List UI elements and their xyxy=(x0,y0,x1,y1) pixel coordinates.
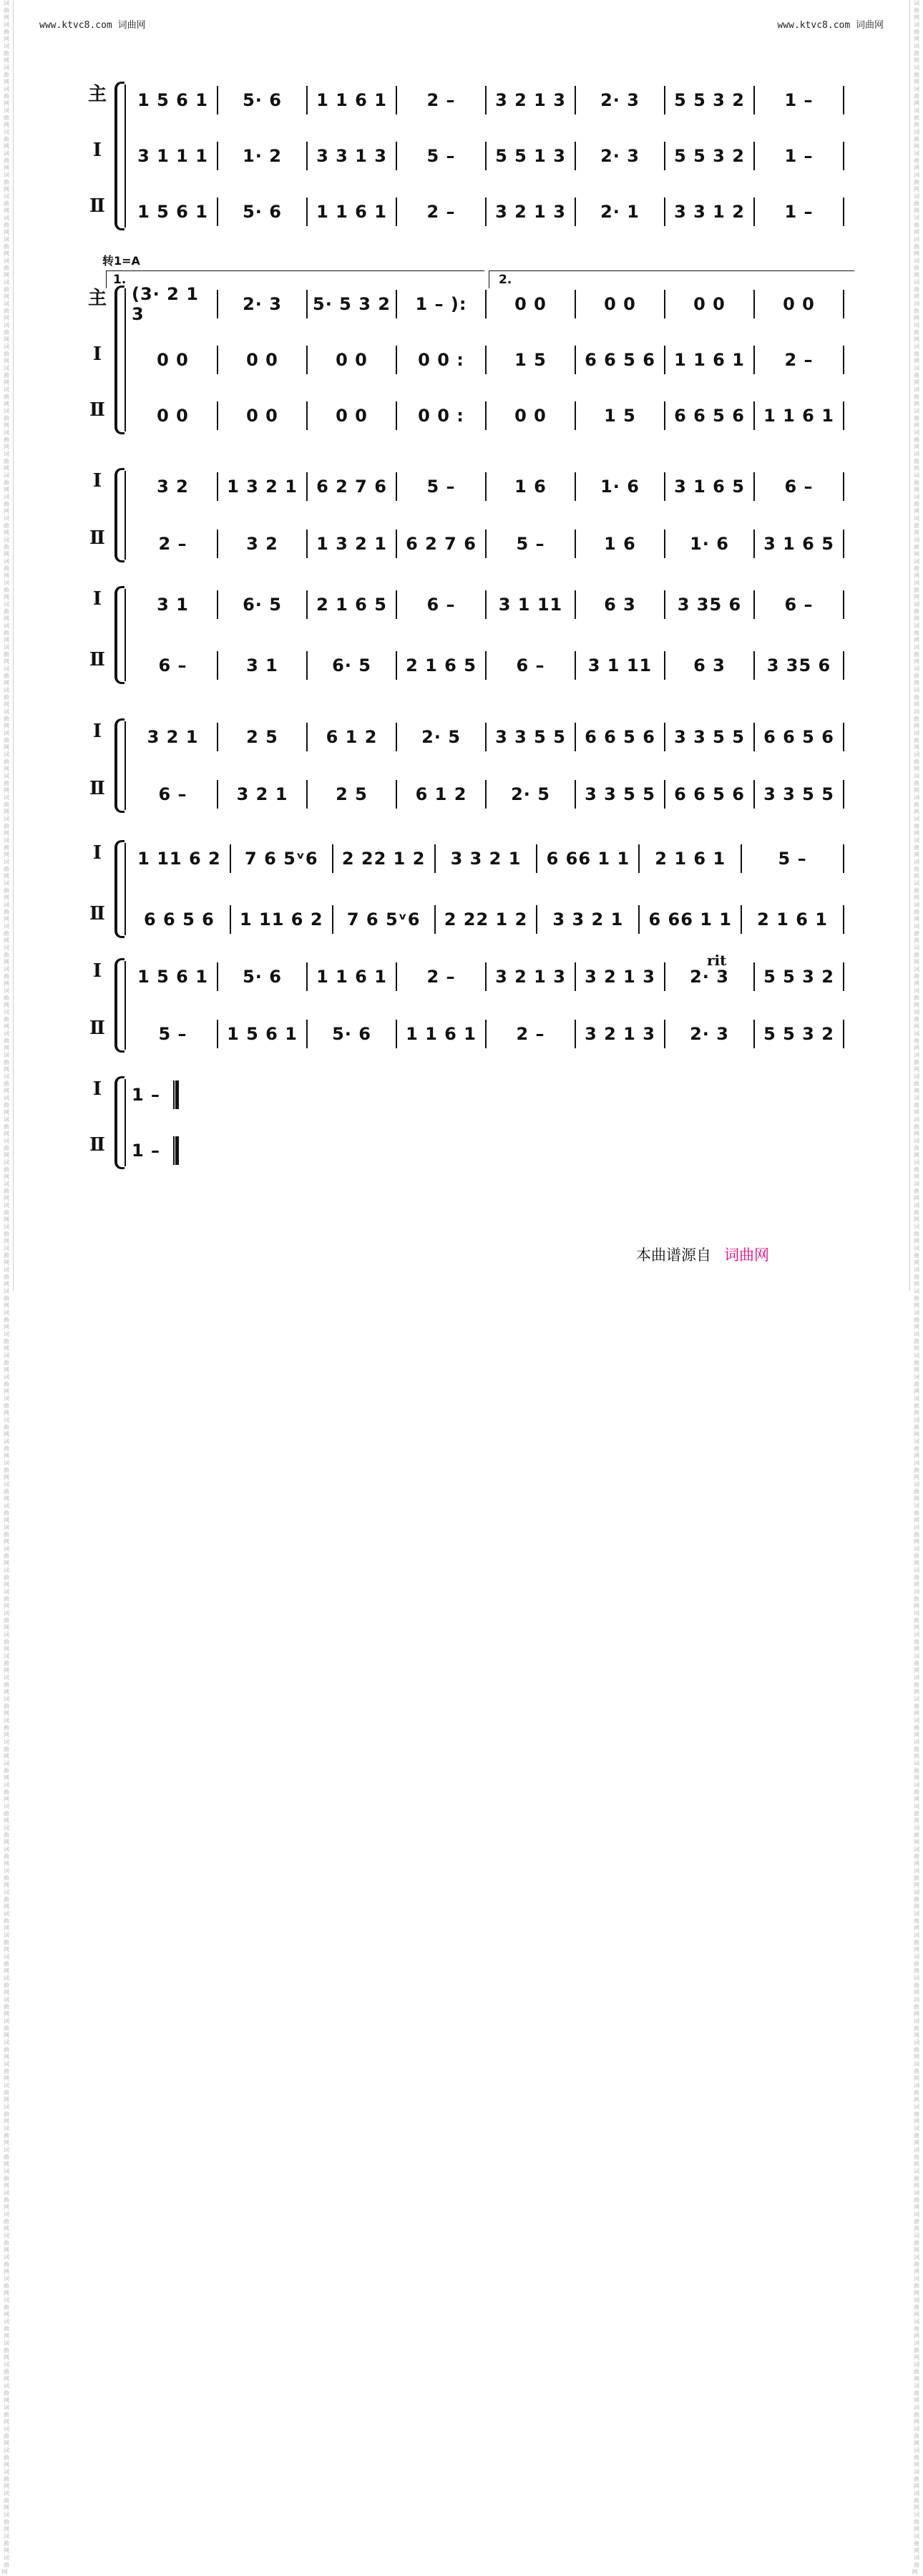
staff-notes xyxy=(129,344,844,376)
measure: 5· 6 xyxy=(243,90,282,110)
measure: 0 0 xyxy=(514,406,547,426)
measure: 1 5 6 1 xyxy=(227,1024,298,1044)
measure: 6 6 5 6 xyxy=(585,727,655,747)
staff-notes xyxy=(129,284,844,324)
measure: 1· 6 xyxy=(600,477,640,497)
part-label: Ⅱ xyxy=(89,195,105,217)
measure: 6 3 xyxy=(693,655,726,675)
part-label: 主 xyxy=(87,288,107,309)
barline xyxy=(843,346,844,374)
part-label: Ⅱ xyxy=(89,1134,105,1156)
barline xyxy=(843,905,844,934)
score-system xyxy=(84,955,850,1055)
staff-row xyxy=(84,283,850,326)
measure: 7 6 5ᵛ6 xyxy=(346,909,421,930)
staff-notes xyxy=(129,400,844,431)
part-label: Ⅰ xyxy=(92,343,102,365)
measure: 3 35 6 xyxy=(766,655,831,675)
score-system xyxy=(84,1073,850,1172)
measure: 3 3 2 1 xyxy=(552,909,624,930)
staff-notes xyxy=(129,471,844,502)
barline xyxy=(843,530,844,558)
score-system xyxy=(84,283,850,437)
barline xyxy=(843,86,844,114)
part-label: Ⅰ xyxy=(92,960,102,982)
measure: 2· 3 xyxy=(600,146,640,166)
measure: 0 0 xyxy=(693,294,726,314)
staff-notes xyxy=(129,84,844,116)
score-system xyxy=(84,79,850,233)
barline xyxy=(843,1020,844,1048)
measure: 0 0 xyxy=(157,350,189,370)
measure: 2 1 6 1 xyxy=(757,909,829,930)
final-barline xyxy=(173,1080,179,1109)
measure: 6 – xyxy=(426,595,456,615)
measure: 2 – xyxy=(426,967,456,987)
staff-row xyxy=(84,190,850,233)
barline xyxy=(843,590,844,619)
measure: 2 – xyxy=(784,350,814,370)
staff-row xyxy=(84,465,850,508)
staff-notes xyxy=(129,721,844,753)
part-label: Ⅰ xyxy=(92,721,102,742)
staff-notes xyxy=(129,140,844,172)
measure: 2· 3 xyxy=(690,1024,729,1044)
measure: 5 – xyxy=(778,849,807,869)
measure: 3 2 1 xyxy=(236,784,288,804)
measure: 0 0 xyxy=(246,406,278,426)
staff-notes xyxy=(129,589,844,620)
barline xyxy=(843,651,844,680)
measure: 2 1 6 1 xyxy=(655,849,726,869)
measure: 0 0 xyxy=(157,406,189,426)
measure: 1 1 6 1 xyxy=(406,1024,477,1044)
measure: 2 – xyxy=(426,90,456,110)
measure: 1 1 6 1 xyxy=(763,406,834,426)
measure: 3 3 1 2 xyxy=(674,202,745,222)
measure: 2 22 1 2 xyxy=(341,849,426,869)
measure: 1 – xyxy=(132,1141,161,1161)
measure: 5· 6 xyxy=(243,967,282,987)
measure: 2 22 1 2 xyxy=(444,909,528,930)
measure: 1 1 6 1 xyxy=(316,967,387,987)
part-label: Ⅱ xyxy=(89,903,105,924)
measure: 6 66 1 1 xyxy=(546,849,630,869)
measure: 5 – xyxy=(426,477,456,497)
left-watermark-strip: 词曲网 词曲网 词曲网 词曲网 词曲网 词曲网 词曲网 词曲网 词曲网 词曲网 词曲网 词曲网 词曲网 词曲网 词曲网 词曲网 词曲网 词曲网 词曲网 词曲网 词曲网 词曲网 词曲网 词曲网 词曲网 词曲网 词曲网 词曲网 词曲网 词曲网 词曲网 词曲网 词曲网 词曲网 词曲网 词曲网 词曲网 词曲网 词曲网 词曲网 词曲网 词曲网 词曲网 词曲网 词曲网 词曲网 词曲网 词曲网 词曲网 词曲网 词曲网 词曲网 词曲网 词曲网 词曲网 词曲网 词曲网 词曲网 词曲网 词曲网 词曲网 词曲网 词曲网 词曲网 词曲网 词曲网 词曲网 词曲网 词曲网 词曲网 词曲网 词曲网 词曲网 词曲网 词曲网 词曲网 词曲网 词曲网 词曲网 词曲网 词曲网 词曲网 词曲网 词曲网 词曲网 词曲网 词曲网 词曲网 词曲网 词曲网 词曲网 词曲网 词曲网 词曲网 词曲网 词曲网 词曲网 词曲网 词曲网 词曲网 词曲网 词曲网 词曲网 词曲网 词曲网 词曲网 词曲网 词曲网 词曲网 词曲网 词曲网 词曲网 词曲网 词曲网 词曲网 词曲网 词曲网 词曲网 词曲网 词曲网 xyxy=(1,0,14,2575)
measure: 3 1 11 xyxy=(587,655,653,675)
measure: 0 0 : xyxy=(418,350,464,370)
measure: (3· 2 1 3 xyxy=(132,284,199,324)
header-left-url: www.ktvc8.com 词曲网 xyxy=(39,20,146,31)
part-label: Ⅰ xyxy=(92,470,102,492)
staff-notes xyxy=(129,1079,844,1111)
measure: 3 1 xyxy=(157,595,189,615)
measure: 7 6 5ᵛ6 xyxy=(245,849,318,869)
measure: 6 2 7 6 xyxy=(316,477,387,497)
measure: 3 2 1 3 xyxy=(585,967,655,987)
barline xyxy=(843,723,844,751)
measure: 5 5 1 3 xyxy=(495,146,566,166)
footer-credit xyxy=(636,1244,769,1265)
staff-notes xyxy=(129,528,844,560)
measure: 5 5 3 2 xyxy=(763,1024,834,1044)
measure: 6 6 5 6 xyxy=(585,350,655,370)
barline xyxy=(843,844,844,873)
measure: 2 – xyxy=(158,534,187,554)
measure: 6 6 5 6 xyxy=(674,784,745,804)
measure: 1 5 xyxy=(604,406,636,426)
staff-notes xyxy=(129,904,844,935)
measure: 3 3 5 5 xyxy=(763,784,834,804)
measure: 3 1 1 1 xyxy=(137,146,208,166)
measure: 6 – xyxy=(158,655,187,675)
measure: 5· 5 3 2 xyxy=(313,294,391,314)
header-right-url: www.ktvc8.com 词曲网 xyxy=(777,20,884,31)
staff-row xyxy=(84,522,850,565)
measure: 6 1 2 xyxy=(415,784,467,804)
rit-marking: rit xyxy=(707,952,727,969)
measure: 2 1 6 5 xyxy=(406,655,477,675)
part-label: Ⅱ xyxy=(89,649,105,670)
measure: 2· 3 xyxy=(243,294,282,314)
barline xyxy=(843,197,844,226)
measure: 6 – xyxy=(784,477,814,497)
measure: 3 3 1 3 xyxy=(316,146,387,166)
staff-row xyxy=(84,1129,850,1172)
measure: 1 – xyxy=(784,202,814,222)
staff-notes xyxy=(129,196,844,228)
staff-row xyxy=(84,79,850,122)
staff-notes xyxy=(129,843,844,874)
measure: 5 5 3 2 xyxy=(763,967,834,987)
measure: 1 1 6 1 xyxy=(316,90,387,110)
staff-notes xyxy=(129,1135,844,1166)
measure: 3 2 1 3 xyxy=(585,1024,655,1044)
staff-row xyxy=(84,394,850,437)
footer-text: 本曲谱源自 xyxy=(636,1246,711,1264)
measure: 0 0 xyxy=(336,406,368,426)
measure: 3 2 xyxy=(246,534,278,554)
staff-row xyxy=(84,773,850,816)
barline xyxy=(843,401,844,430)
measure: 5 5 3 2 xyxy=(674,146,745,166)
measure: 6· 5 xyxy=(243,595,282,615)
staff-notes xyxy=(129,650,844,681)
barline xyxy=(843,780,844,809)
measure: 3 2 1 3 xyxy=(495,90,566,110)
measure: 3 3 5 5 xyxy=(585,784,655,804)
measure: 3 1 6 5 xyxy=(674,477,745,497)
measure: 5· 6 xyxy=(332,1024,371,1044)
staff-row xyxy=(84,644,850,687)
measure: 6 1 2 xyxy=(326,727,378,747)
measure: 1· 2 xyxy=(243,146,282,166)
part-label: 主 xyxy=(87,84,107,105)
measure: 3 3 5 5 xyxy=(674,727,745,747)
measure: 1 11 6 2 xyxy=(240,909,323,930)
measure: 6· 5 xyxy=(332,655,371,675)
right-watermark-strip: 词曲网 词曲网 词曲网 词曲网 词曲网 词曲网 词曲网 词曲网 词曲网 词曲网 词曲网 词曲网 词曲网 词曲网 词曲网 词曲网 词曲网 词曲网 词曲网 词曲网 词曲网 词曲网 词曲网 词曲网 词曲网 词曲网 词曲网 词曲网 词曲网 词曲网 词曲网 词曲网 词曲网 词曲网 词曲网 词曲网 词曲网 词曲网 词曲网 词曲网 词曲网 词曲网 词曲网 词曲网 词曲网 词曲网 词曲网 词曲网 词曲网 词曲网 词曲网 词曲网 词曲网 词曲网 词曲网 词曲网 词曲网 词曲网 词曲网 词曲网 词曲网 词曲网 词曲网 词曲网 词曲网 词曲网 词曲网 词曲网 词曲网 词曲网 词曲网 词曲网 词曲网 词曲网 词曲网 词曲网 词曲网 词曲网 词曲网 词曲网 词曲网 词曲网 词曲网 词曲网 词曲网 词曲网 词曲网 词曲网 词曲网 词曲网 词曲网 词曲网 词曲网 词曲网 词曲网 词曲网 词曲网 词曲网 词曲网 词曲网 词曲网 词曲网 词曲网 词曲网 词曲网 词曲网 词曲网 词曲网 词曲网 词曲网 词曲网 词曲网 词曲网 词曲网 词曲网 词曲网 词曲网 词曲网 词曲网 词曲网 xyxy=(912,0,923,2575)
measure: 2· 3 xyxy=(690,967,729,987)
measure: 1 – xyxy=(784,90,814,110)
measure: 2· 5 xyxy=(511,784,550,804)
staff-notes xyxy=(129,779,844,810)
barline xyxy=(843,142,844,170)
measure: 1 5 6 1 xyxy=(137,202,208,222)
volta-1-label: 1. xyxy=(113,273,127,287)
score-system xyxy=(84,716,850,816)
right-margin-rule xyxy=(909,0,910,1291)
staff-row xyxy=(84,1013,850,1055)
measure: 6 6 5 6 xyxy=(143,909,215,930)
staff-row xyxy=(84,955,850,998)
staff-row xyxy=(84,716,850,758)
measure: 2 – xyxy=(426,202,456,222)
measure: 3 2 1 xyxy=(147,727,199,747)
part-label: Ⅱ xyxy=(89,1018,105,1039)
measure: 1 – ): xyxy=(415,294,467,314)
score-system xyxy=(84,837,850,941)
measure: 1 6 xyxy=(514,477,547,497)
measure: 1 1 6 1 xyxy=(674,350,745,370)
measure: 5 – xyxy=(516,534,545,554)
volta-2-label: 2. xyxy=(499,273,512,287)
measure: 2· 3 xyxy=(600,90,640,110)
measure: 5 – xyxy=(158,1024,187,1044)
measure: 5 – xyxy=(426,146,456,166)
measure: 1 3 2 1 xyxy=(227,477,298,497)
staff-notes xyxy=(129,1018,844,1050)
measure: 6 6 5 6 xyxy=(674,406,745,426)
measure: 3 1 xyxy=(246,655,278,675)
measure: 3 3 5 5 xyxy=(495,727,566,747)
measure: 0 0 xyxy=(514,294,547,314)
final-barline xyxy=(173,1136,179,1165)
measure: 3 2 xyxy=(157,477,189,497)
measure: 1 5 xyxy=(514,350,547,370)
measure: 0 0 xyxy=(246,350,278,370)
measure: 1 11 6 2 xyxy=(137,849,221,869)
part-label: Ⅰ xyxy=(92,588,102,610)
part-label: Ⅱ xyxy=(89,399,105,421)
measure: 1 – xyxy=(784,146,814,166)
measure: 3 1 6 5 xyxy=(763,534,834,554)
staff-notes xyxy=(129,961,844,992)
staff-row xyxy=(84,583,850,626)
measure: 0 0 xyxy=(336,350,368,370)
measure: 0 0 xyxy=(783,294,815,314)
measure: 2 5 xyxy=(336,784,368,804)
part-label: Ⅰ xyxy=(92,842,102,864)
measure: 1· 6 xyxy=(690,534,729,554)
left-margin-rule xyxy=(13,0,14,1291)
measure: 1 6 xyxy=(604,534,636,554)
measure: 5 5 3 2 xyxy=(674,90,745,110)
measure: 1 5 6 1 xyxy=(137,967,208,987)
staff-row xyxy=(84,898,850,941)
measure: 0 0 xyxy=(604,294,636,314)
measure: 1 – xyxy=(132,1085,161,1105)
measure: 1 5 6 1 xyxy=(137,90,208,110)
measure: 0 0 : xyxy=(418,406,464,426)
staff-row xyxy=(84,338,850,381)
measure: 3 2 1 3 xyxy=(495,967,566,987)
staff-row xyxy=(84,837,850,880)
barline xyxy=(843,290,844,318)
measure: 2 5 xyxy=(246,727,278,747)
measure: 2 1 6 5 xyxy=(316,595,387,615)
measure: 5· 6 xyxy=(243,202,282,222)
part-label: Ⅰ xyxy=(92,140,102,161)
measure: 6 66 1 1 xyxy=(648,909,732,930)
part-label: Ⅱ xyxy=(89,778,105,799)
measure: 6 – xyxy=(516,655,545,675)
barline xyxy=(843,472,844,501)
measure: 6 – xyxy=(784,595,814,615)
measure: 6 6 5 6 xyxy=(763,727,834,747)
measure: 3 2 1 3 xyxy=(495,202,566,222)
measure: 2· 5 xyxy=(421,727,461,747)
measure: 3 1 11 xyxy=(498,595,563,615)
staff-row xyxy=(84,1073,850,1116)
measure: 6 2 7 6 xyxy=(406,534,477,554)
footer-brand-link[interactable]: 词曲网 xyxy=(724,1246,769,1264)
measure: 3 35 6 xyxy=(677,595,742,615)
measure: 1 3 2 1 xyxy=(316,534,387,554)
measure: 1 1 6 1 xyxy=(316,202,387,222)
measure: 2 – xyxy=(516,1024,545,1044)
part-label: Ⅱ xyxy=(89,527,105,549)
staff-row xyxy=(84,135,850,177)
measure: 6 3 xyxy=(604,595,636,615)
measure: 6 – xyxy=(158,784,187,804)
barline xyxy=(843,962,844,991)
part-label: Ⅰ xyxy=(92,1078,102,1100)
key-change-label: 转1=A xyxy=(102,254,140,268)
score-system xyxy=(84,583,850,687)
score-system xyxy=(84,465,850,565)
measure: 2· 1 xyxy=(600,202,640,222)
measure: 3 3 2 1 xyxy=(450,849,522,869)
